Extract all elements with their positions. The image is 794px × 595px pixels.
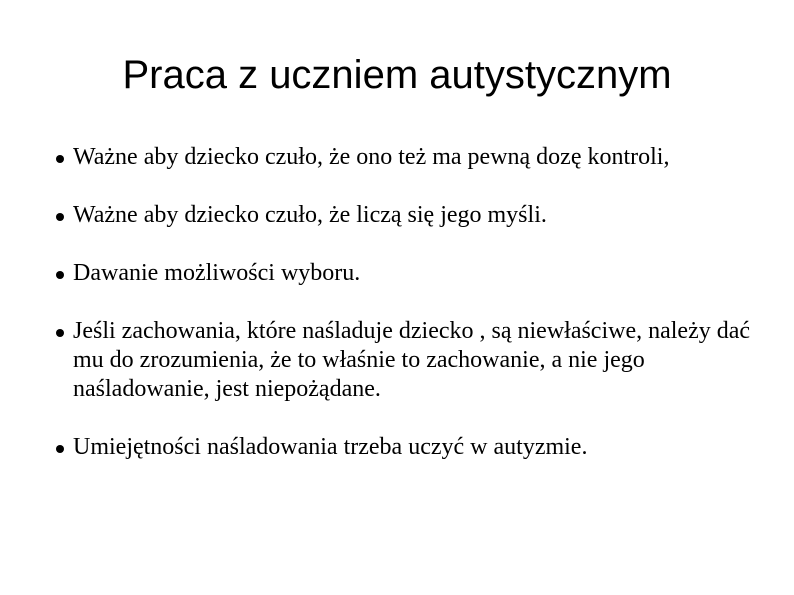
bullet-dot-icon <box>56 155 64 163</box>
bullet-text: Umiejętności naśladowania trzeba uczyć w autyzmie. <box>73 434 588 460</box>
bullet-item <box>56 259 776 288</box>
bullet-item <box>56 143 776 172</box>
bullet-text: Ważne aby dziecko czuło, że ono też ma pewną dozę kontroli, <box>73 144 670 170</box>
bullet-dot-icon <box>56 329 64 337</box>
bullet-dot-icon <box>56 271 64 279</box>
bullet-item <box>56 317 776 404</box>
bullet-text: Ważne aby dziecko czuło, że liczą się jego myśli. <box>73 202 547 228</box>
bullet-dot-icon <box>56 213 64 221</box>
bullet-item <box>56 433 776 462</box>
bullet-dot-icon <box>56 445 64 453</box>
slide-title: Praca z uczniem autystycznym <box>122 53 672 97</box>
bullet-list <box>56 143 776 491</box>
bullet-text: Dawanie możliwości wyboru. <box>73 260 361 286</box>
bullet-text: Jeśli zachowania, które naśladuje dziecko , są niewłaściwe, należy dać mu do zrozumienia, że to właśnie to zachowanie, a nie jego naśladowanie, jest niepożądane. <box>73 318 751 402</box>
bullet-item <box>56 201 776 230</box>
